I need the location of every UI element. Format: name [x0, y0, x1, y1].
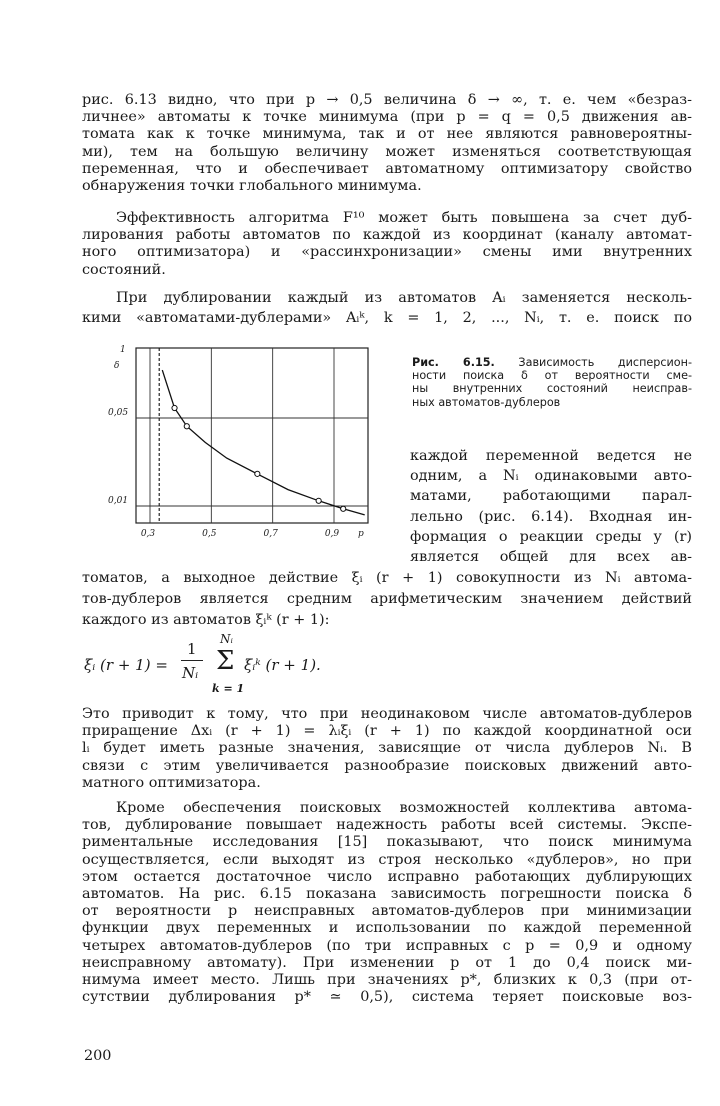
text-line: каждой переменной ведется не [410, 448, 692, 464]
x-tick-label: 0,5 [202, 529, 217, 539]
text-line: томатов, а выходное действие ξᵢ (r + 1) совокупности из Nᵢ автома- [82, 570, 692, 586]
text-line: Кроме обеспечения поисковых возможностей коллектива автома- [116, 800, 692, 816]
caption-text: Зависимость дисперсион- [518, 356, 692, 369]
text-line: сутствии дублирования p* ≃ 0,5), система теряет поисковые воз- [82, 989, 692, 1006]
y-tick-label: 0,05 [108, 408, 129, 418]
caption-line: ны внутренних состояний неисправ- [412, 382, 692, 396]
text-line: неисправному автомату). При изменении p от 1 до 0,4 поиск ми- [82, 954, 692, 971]
text-line: При дублировании каждый из автоматов Aᵢ заменяется несколь- [116, 290, 692, 306]
text-line: ми), тем на большую величину может изменяться соответствующая [82, 143, 692, 160]
fraction-bar [181, 660, 203, 661]
text-line: четырех автоматов-дублеров (по три исправных с p = 0,9 и одному [82, 937, 692, 954]
x-tick-label: 0,9 [324, 529, 340, 539]
text-line: переменная, что и обеспечивает автоматному оптимизатору свойство [82, 160, 692, 177]
caption-line: ных автоматов-дублеров [412, 395, 561, 409]
formula-sum-upper: Nᵢ [220, 632, 233, 646]
text-line: от вероятности p неисправных автоматов-дублеров при минимизации [82, 903, 692, 920]
caption-line-1 [412, 356, 692, 369]
y-axis-symbol: δ [114, 361, 120, 371]
text-line: личнее» автоматы к точке минимума (при p = q = 0,5 движения ав- [82, 109, 692, 126]
dispersion-chart [106, 338, 384, 560]
text-line: матного оптимизатора. [82, 774, 261, 791]
x-tick-label: 0,7 [263, 529, 278, 539]
y-top-label: 1 [120, 345, 126, 355]
text-line: lᵢ будет иметь разные значения, зависящие от числа дублеров Nᵢ. В [82, 740, 692, 757]
plot-frame [136, 348, 368, 523]
text-line: этом остается достаточное число исправно работающих дублирующих [82, 868, 692, 885]
text-line: нимума имеет место. Лишь при значениях p*, близких к 0,3 (при от- [82, 972, 692, 989]
formula-fraction-numerator: 1 [187, 640, 197, 658]
text-line: Это приводит к тому, что при неодинаковом числе автоматов-дублеров [82, 706, 692, 722]
text-line: риментальные исследования [15] показывают, что поиск минимума [82, 834, 692, 851]
data-point [172, 405, 177, 410]
paragraph-5 [82, 706, 692, 792]
text-line: тов, дублирование повышает надежность работы всей системы. Экспе- [82, 817, 692, 834]
text-line: кими «автоматами-дублерами» Aᵢᵏ, k = 1, 2, ..., Nᵢ, т. е. поиск по [82, 310, 692, 326]
data-point [316, 498, 321, 503]
text-line: рис. 6.13 видно, что при p → 0,5 величина δ → ∞, т. е. чем «безраз- [82, 92, 692, 108]
text-line: ного оптимизатора) и «рассинхронизации» смены ими внутренних [82, 244, 692, 261]
text-line: матами, работающими парал- [410, 488, 692, 505]
paragraph-1 [82, 92, 692, 195]
text-line: является общей для всех ав- [410, 549, 692, 566]
formula-sum-lower: k = 1 [212, 682, 245, 695]
figure-caption [412, 356, 692, 409]
text-line: лельно (рис. 6.14). Входная ин- [410, 508, 692, 525]
text-line: обнаружения точки глобального минимума. [82, 178, 422, 195]
text-line: Эффективность алгоритма F¹⁰ может быть повышена за счет дуб- [116, 210, 692, 226]
text-line: одним, а Nᵢ одинаковыми авто- [410, 468, 692, 485]
paragraph-6 [82, 800, 692, 1006]
mean-formula [84, 632, 364, 698]
text-line: осуществляется, если выходят из строя несколько «дублеров», но при [82, 851, 692, 868]
y-tick-label: 0,01 [108, 496, 129, 506]
formula-fraction-denominator: Nᵢ [182, 664, 199, 682]
x-axis-symbol: p [358, 529, 364, 539]
paragraph-4 [82, 568, 692, 631]
text-line: лирования работы автоматов по каждой из координат (каналу автомат- [82, 227, 692, 244]
text-line: каждого из автоматов ξᵢᵏ (r + 1): [82, 612, 330, 628]
paragraph-3 [82, 288, 692, 328]
caption-label: Рис. 6.15. [412, 356, 495, 369]
caption-line: ности поиска δ от вероятности сме- [412, 369, 692, 383]
figure-6-15 [106, 338, 384, 560]
text-line: формация о реакции среды y (r) [410, 528, 692, 545]
x-tick-label: 0,3 [140, 529, 156, 539]
data-point [184, 424, 189, 429]
side-text [410, 446, 692, 567]
text-line: автоматов. На рис. 6.15 показана зависимость погрешности поиска δ [82, 886, 692, 903]
text-line: функции двух переменных и использовании по каждой переменной [82, 920, 692, 937]
text-line: томата как к точке минимума, так и от нее являются равновероятны- [82, 126, 692, 143]
paragraph-2 [82, 210, 692, 279]
page-number: 200 [84, 1048, 112, 1064]
formula-rhs: ξᵢᵏ (r + 1). [244, 656, 321, 674]
formula-sum-sign: Σ [216, 646, 235, 676]
data-point [255, 471, 260, 476]
text-line: состояний. [82, 261, 166, 278]
text-line: связи с этим увеличивается разнообразие поисковых движений авто- [82, 757, 692, 774]
data-point [341, 506, 346, 511]
text-line: тов-дублеров является средним арифметическим значением действий [82, 591, 692, 607]
formula-lhs: ξᵢ (r + 1) = [84, 656, 168, 674]
text-line: приращение Δxᵢ (r + 1) = λᵢξᵢ (r + 1) по каждой координатной оси [82, 723, 692, 740]
